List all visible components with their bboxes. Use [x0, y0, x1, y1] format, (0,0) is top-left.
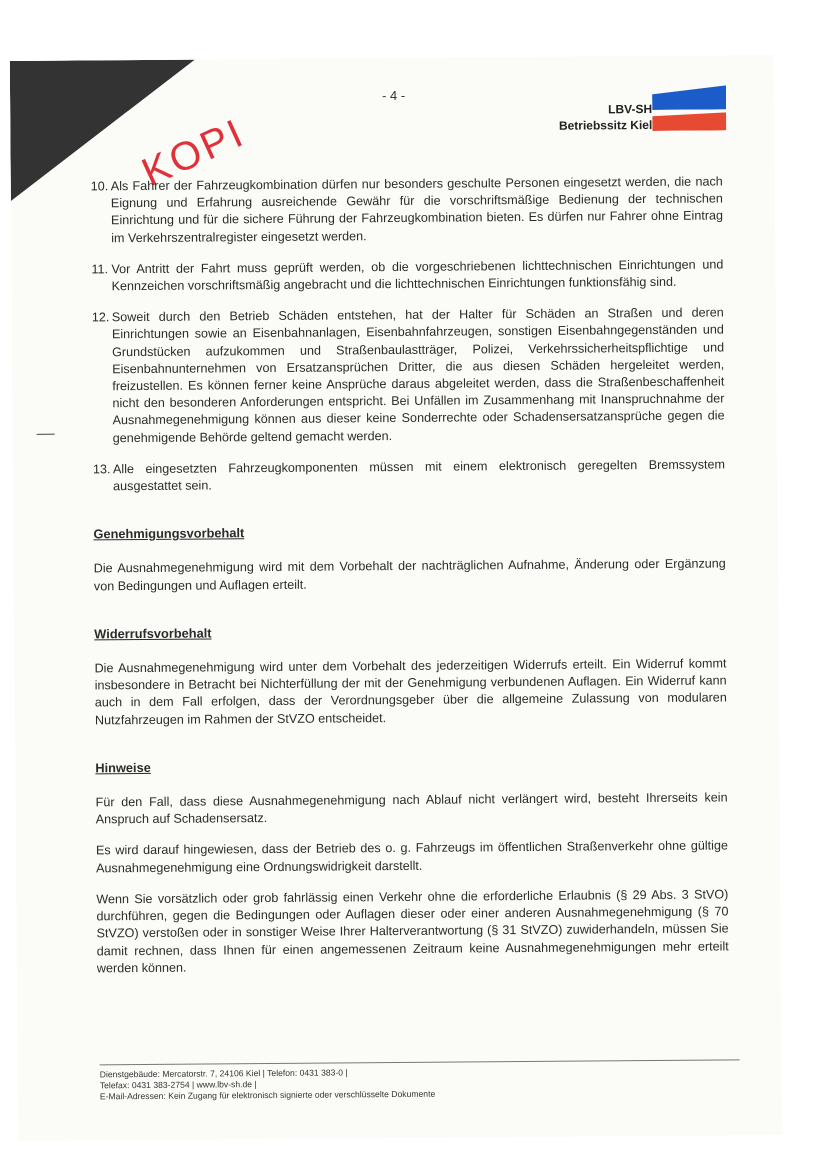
- org-name: LBV-SH: [608, 101, 653, 117]
- section-title-genehmigungsvorbehalt: Genehmigungsvorbehalt: [93, 525, 245, 542]
- page-footer: [100, 1067, 436, 1103]
- section-title-widerrufsvorbehalt: Widerrufsvorbehalt: [94, 625, 212, 642]
- kopi-stamp: KOPI: [135, 110, 252, 196]
- footer-contact: Telefax: 0431 383-2754 | www.lbv-sh.de |: [99, 1079, 257, 1091]
- margin-mark: [37, 434, 55, 435]
- item-text: Soweit durch den Betrieb Schäden entstehen, hat der Halter für Schäden an Straßen und deren Einrichtungen sowie an Eisenbahnanlagen, Eisenbahnfahrzeugen, sonstigen Eisenbahngegenständen und Grundstücken aufzukommen und Straßenbaulastträger, Polizei, Verkehrssicherheitspflichtige und Eisenbahnunternehmen von Ersatzansprüchen Dritter, die aus diesen Schäden hergeleitet werden, freizustellen. Es können ferner keine Ansprüche daraus abgeleitet werden, dass die Straßenbeschaffenheit nicht den besonderen Anforderungen entspricht. Bei Unfällen im Zusammenhang mit Inanspruchnahme der Ausnahmegenehmigung können aus dieser keine Sonderrechte oder Schadensersatzansprüche gegen die genehmigende Behörde geltend gemacht werden.: [111, 305, 725, 445]
- list-item: [91, 173, 724, 247]
- item-text: Vor Antritt der Fahrt muss geprüft werden, ob die vorgeschriebenen lichttechnischen Einrichtungen und Kennzeichen vorschriftsmäßig angebracht und die lichttechnischen Einrichtungen funktionsfähig sind.: [111, 257, 724, 294]
- document-body: [91, 173, 729, 991]
- list-item: [91, 256, 723, 295]
- org-header: [559, 101, 653, 134]
- list-item: [92, 305, 725, 448]
- footer-divider: [100, 1059, 740, 1065]
- item-text: Alle eingesetzten Fahrzeugkomponenten müssen mit einem elektronisch geregelten Bremssystem ausgestattet sein.: [112, 457, 726, 494]
- item-text: Als Fahrer der Fahrzeugkombination dürfen nur besonders geschulte Personen eingesetzt werden, die nach Eignung und Erfahrung ausreichende Gewähr für die vorschriftsmäßige Bedienung der technischen Einrichtung und für die sichere Führung der Fahrzeugkombination bieten. Es dürfen nur Fahrer ohne Eintrag im Verkehrszentralregister eingesetzt werden.: [110, 174, 724, 245]
- section-paragraph: Wenn Sie vorsätzlich oder grob fahrlässig einen Verkehr ohne die erforderliche Erlaubnis (§ 29 Abs. 3 StVO) durchführen, gegen die Bedingungen oder Auflagen dieser oder einer anderen Ausnahmegenehmigung (§ 70 StVZO) verstoßen oder in sonstiger Weise Ihrer Halterverantwortung (§ 31 StVZO) zuwiderhandeln, müssen Sie damit rechnen, dass Ihnen für einen angemessenen Zeitraum keine Ausnahmegenehmigungen mehr erteilt werden können.: [96, 887, 729, 976]
- section-title-hinweise: Hinweise: [95, 759, 151, 776]
- logo-flag-blue-icon: [652, 85, 726, 110]
- section-paragraph: Für den Fall, dass diese Ausnahmegenehmigung nach Ablauf nicht verlängert wird, besteht Ihrerseits kein Anspruch auf Schadensersatz.: [95, 790, 728, 827]
- list-item: [93, 456, 725, 495]
- item-number: 12.: [91, 310, 110, 325]
- section-paragraph: Es wird darauf hingewiesen, dass der Betrieb des o. g. Fahrzeugs im öffentlichen Straßenverkehr ohne gültige Ausnahmegenehmigung eine Ordnungswidrigkeit darstellt.: [95, 838, 729, 876]
- section-paragraph: Die Ausnahmegenehmigung wird unter dem Vorbehalt des jederzeitigen Widerrufs erteilt. Ein Widerruf kommt insbesondere in Betracht bei Nichterfüllung der mit der Genehmigung verbundenen Auflagen. Ein Widerruf kann auch in dem Fall erfolgen, dass der Verordnungsgeber über die allgemeine Zulassung von modularen Nutzfahrzeugen im Rahmen der StVZO entscheidet.: [94, 656, 727, 728]
- item-number: 11.: [91, 262, 109, 277]
- footer-address: Dienstgebäude: Mercatorstr. 7, 24106 Kiel | Telefon: 0431 383-0 |: [99, 1067, 348, 1080]
- item-number: 10.: [90, 179, 109, 194]
- org-subtitle: Betriebssitz Kiel: [558, 117, 653, 133]
- logo-flag-red-icon: [652, 112, 726, 131]
- section-paragraph: Die Ausnahmegenehmigung wird mit dem Vorbehalt der nachträglichen Aufnahme, Änderung oder Ergänzung von Bedingungen und Auflagen erteilt.: [93, 556, 726, 594]
- scanned-sheet: [10, 55, 782, 1141]
- footer-email-note: E-Mail-Adressen: Kein Zugang für elektronisch signierte oder verschlüsselte Dokumente: [99, 1088, 436, 1102]
- item-number: 13.: [92, 462, 111, 477]
- page-number: - 4 -: [381, 87, 406, 104]
